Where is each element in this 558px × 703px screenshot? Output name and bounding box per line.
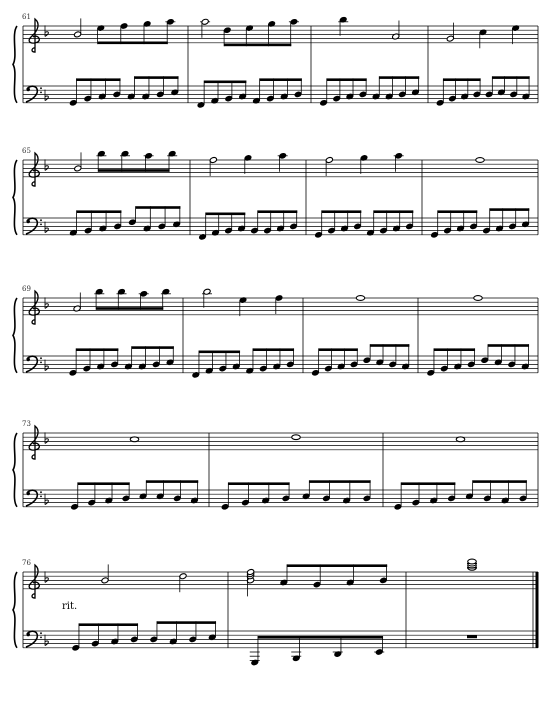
system: [13, 13, 538, 108]
treble-clef-icon: [29, 426, 39, 460]
bass-staff: [23, 86, 538, 103]
beam: [134, 76, 178, 79]
measure: [221, 435, 371, 510]
whole-rest: [467, 635, 477, 638]
measure-number: 73: [22, 420, 31, 428]
beam: [374, 210, 414, 213]
measure: [394, 437, 527, 510]
grand-staff-brace-icon: [13, 298, 17, 373]
ritardando-marking: rit.: [62, 600, 78, 612]
measure: [69, 18, 179, 106]
beam: [401, 482, 455, 485]
whole-note: [468, 559, 477, 564]
beam: [146, 480, 198, 483]
treble-clef-icon: [29, 291, 39, 325]
whole-note: [456, 437, 465, 442]
grand-staff-brace-icon: [13, 160, 17, 235]
measure: [467, 559, 477, 638]
beam: [98, 169, 169, 172]
beam: [327, 78, 367, 81]
beam: [492, 76, 529, 79]
treble-staff: [23, 298, 538, 315]
measure-number: 65: [22, 147, 31, 155]
beam: [434, 348, 475, 351]
beam: [224, 44, 291, 47]
bass-staff: [23, 490, 538, 507]
whole-note: [356, 296, 365, 301]
whole-note: [130, 437, 139, 442]
measure: [436, 23, 530, 107]
final-barline-thick: [536, 572, 539, 648]
measure-number: 61: [22, 13, 31, 21]
beam: [98, 42, 168, 45]
key-signature-flat-icon: [45, 222, 48, 233]
beam: [370, 344, 409, 347]
system: [13, 420, 538, 510]
system: [13, 559, 539, 666]
measure: [69, 150, 180, 236]
grand-staff-brace-icon: [13, 572, 17, 648]
measure-number: 69: [22, 285, 31, 293]
bass-staff: [23, 631, 538, 648]
measure-number: 76: [22, 559, 31, 567]
treble-clef-icon: [29, 19, 39, 53]
beam: [287, 564, 387, 567]
measure: [72, 564, 217, 651]
beam: [157, 621, 216, 624]
beam: [260, 78, 302, 81]
beam: [258, 210, 298, 213]
beam: [309, 480, 370, 483]
beam: [76, 78, 120, 81]
beam: [379, 76, 419, 79]
beam: [206, 213, 246, 216]
beam: [76, 348, 118, 351]
measure: [69, 288, 174, 376]
beam: [132, 346, 174, 349]
treble-clef-icon: [29, 153, 39, 187]
measure: [197, 18, 302, 108]
grand-staff-brace-icon: [13, 433, 17, 507]
beam: [443, 78, 480, 81]
whole-note: [292, 435, 301, 440]
beam: [136, 206, 181, 209]
grand-staff-brace-icon: [13, 26, 17, 103]
measure: [314, 152, 413, 238]
beam: [228, 482, 289, 485]
treble-clef-icon: [29, 565, 39, 599]
whole-note: [476, 158, 485, 163]
system: [13, 147, 538, 240]
measure: [71, 437, 199, 510]
measure: [320, 16, 420, 106]
beam: [253, 348, 294, 351]
beam: [77, 210, 122, 213]
beam: [199, 351, 240, 354]
whole-note: [474, 296, 483, 301]
beam: [78, 482, 130, 485]
beam: [473, 480, 527, 483]
system: [13, 285, 538, 378]
beam: [258, 636, 383, 639]
beam: [319, 348, 358, 351]
beam: [488, 344, 529, 347]
measure: [192, 288, 295, 378]
beam: [96, 307, 163, 310]
beam: [490, 208, 530, 211]
beam: [322, 210, 362, 213]
beam: [79, 623, 138, 626]
treble-staff: [23, 572, 538, 589]
beam: [204, 81, 246, 84]
measure: [247, 564, 388, 666]
treble-staff: [23, 160, 538, 177]
beam: [438, 210, 478, 213]
measure: [198, 152, 297, 240]
key-signature-flat-icon: [45, 159, 48, 170]
